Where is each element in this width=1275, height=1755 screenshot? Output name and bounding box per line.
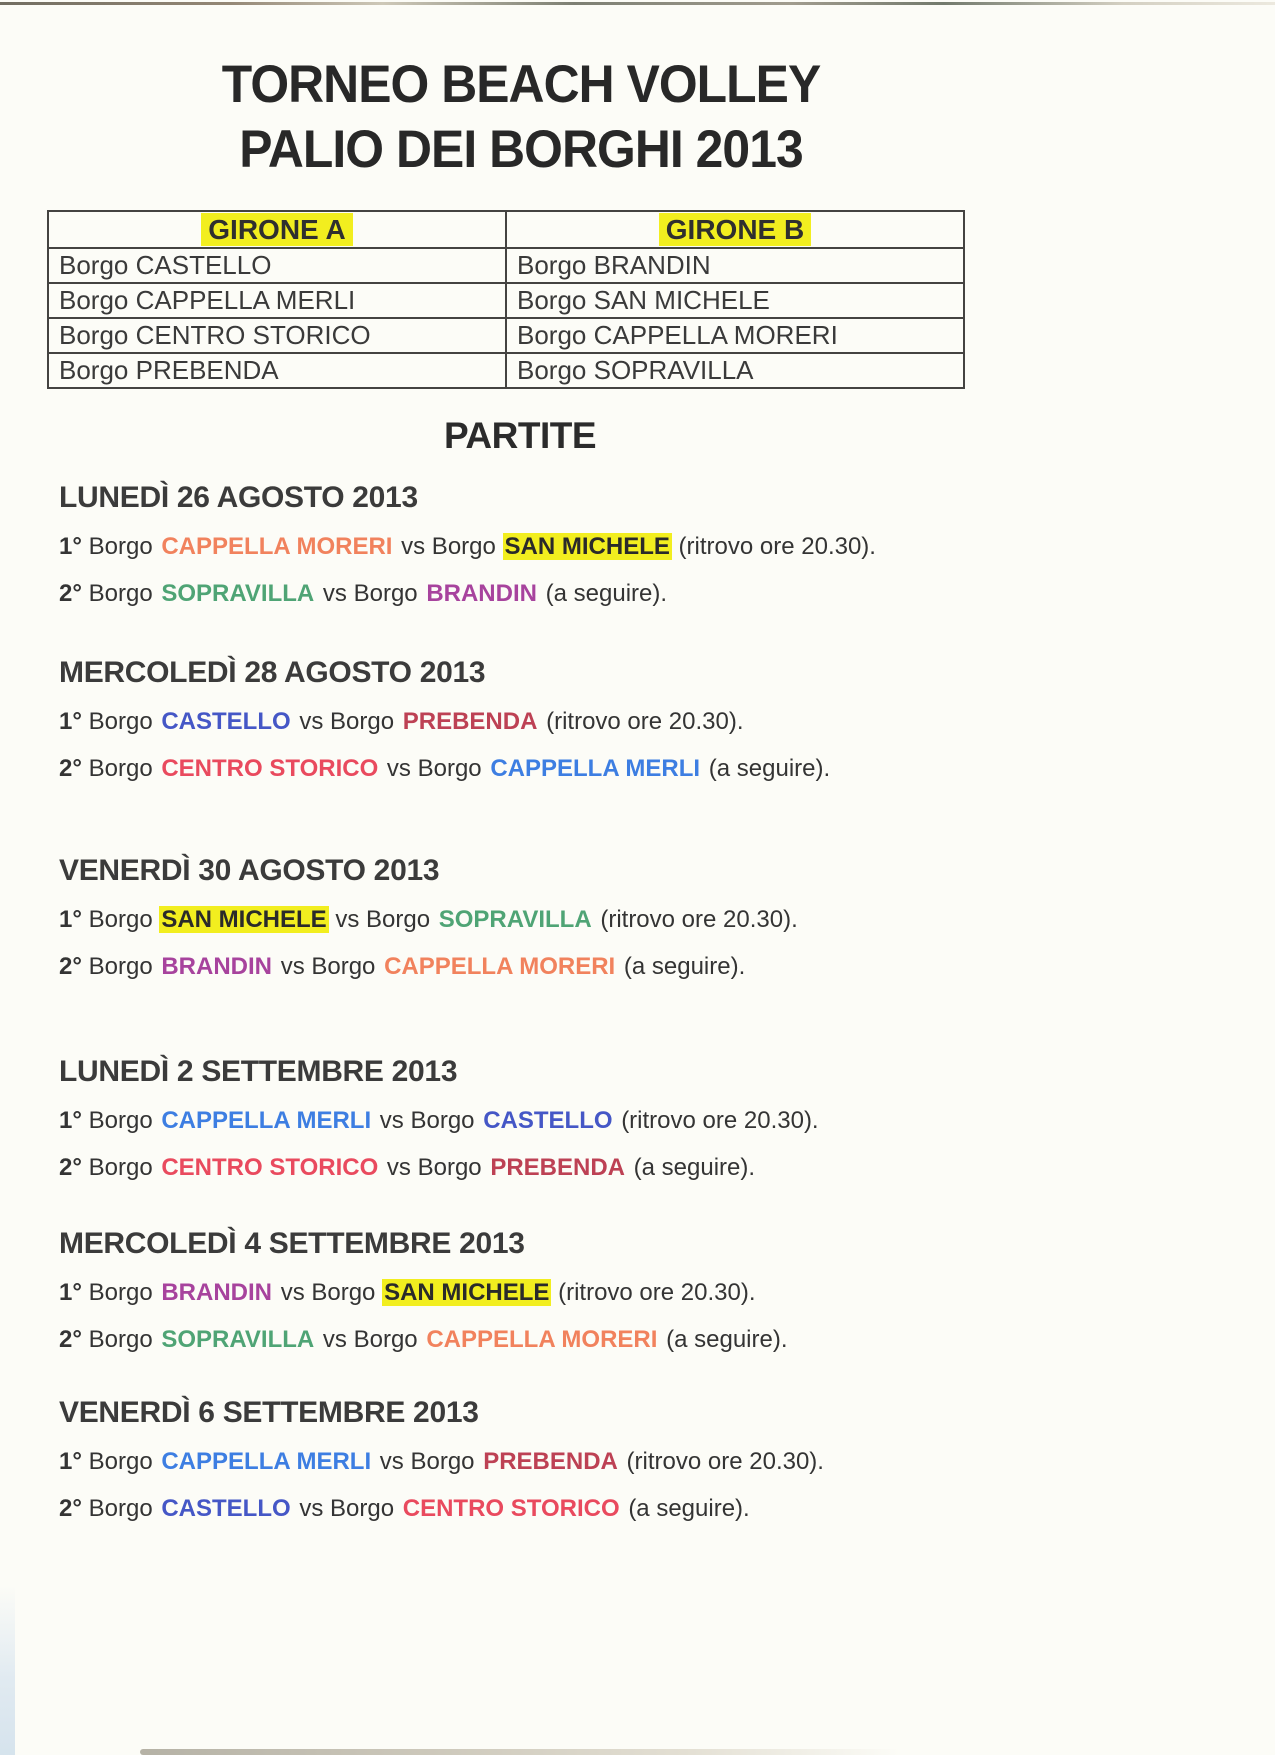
day-section-2 (59, 656, 965, 784)
borgo-prefix: Borgo (88, 953, 153, 980)
match-line (59, 905, 965, 935)
team-name-2: PREBENDA (402, 708, 538, 735)
team-cell: Borgo PREBENDA (48, 353, 506, 388)
team-cell: Borgo CAPPELLA MORERI (506, 318, 964, 353)
match-line (59, 1106, 965, 1136)
match-line (59, 707, 965, 737)
date-heading: LUNEDÌ 26 AGOSTO 2013 (59, 481, 418, 514)
team-cell: Borgo CENTRO STORICO (48, 318, 506, 353)
borgo-prefix: Borgo (88, 755, 153, 782)
borgo-prefix: Borgo (88, 1326, 153, 1353)
match-note: (a seguire). (708, 755, 831, 782)
match-note: (a seguire). (545, 580, 668, 607)
match-note: (a seguire). (623, 953, 746, 980)
page-content (47, 52, 965, 1524)
team-name-1: CENTRO STORICO (161, 1154, 379, 1181)
match-number: 2° (59, 755, 82, 782)
team-name-2: CAPPELLA MORERI (426, 1326, 658, 1353)
title-line-1: TORNEO BEACH VOLLEY (221, 55, 821, 114)
team-name-1: BRANDIN (161, 953, 273, 980)
team-name-1: CAPPELLA MORERI (161, 533, 393, 560)
match-line (59, 1494, 965, 1524)
borgo-prefix: Borgo (88, 580, 153, 607)
match-line (59, 532, 965, 562)
day-section-4 (59, 1055, 965, 1183)
match-note: (a seguire). (628, 1495, 750, 1522)
scan-artifact-left-edge (0, 1585, 15, 1755)
team-name-2: CAPPELLA MORERI (384, 953, 616, 980)
team-name-2: PREBENDA (483, 1448, 618, 1475)
girone-a-label: GIRONE A (201, 213, 352, 246)
borgo-prefix: Borgo (88, 708, 153, 735)
team-name-1: CAPPELLA MERLI (161, 1448, 372, 1475)
team-name-2: SAN MICHELE (384, 1279, 550, 1306)
team-cell: Borgo SAN MICHELE (506, 283, 964, 318)
vs-borgo-label: vs Borgo (386, 755, 482, 782)
vs-borgo-label: vs Borgo (299, 1495, 395, 1522)
date-heading: LUNEDÌ 2 SETTEMBRE 2013 (59, 1055, 458, 1088)
borgo-prefix: Borgo (88, 1495, 153, 1522)
day-section-3 (59, 854, 965, 982)
borgo-prefix: Borgo (88, 1448, 153, 1475)
scan-artifact-bottom-edge (140, 1749, 900, 1755)
date-heading: VENERDÌ 30 AGOSTO 2013 (59, 854, 440, 887)
girone-a-header-cell (48, 211, 506, 248)
match-line (59, 579, 965, 609)
page-title (104, 52, 939, 182)
match-note: (ritrovo ore 20.30). (626, 1448, 824, 1475)
day-section-6 (59, 1396, 965, 1524)
borgo-prefix: Borgo (88, 906, 153, 933)
match-line (59, 1153, 965, 1183)
table-row (48, 248, 964, 283)
date-heading: VENERDÌ 6 SETTEMBRE 2013 (59, 1396, 479, 1429)
match-number: 2° (59, 1495, 82, 1522)
match-line (59, 754, 965, 784)
team-name-1: SAN MICHELE (161, 906, 327, 933)
match-number: 2° (59, 580, 82, 607)
scan-artifact-top-edge (0, 2, 1275, 5)
match-line (59, 1447, 965, 1477)
vs-borgo-label: vs Borgo (322, 1326, 418, 1353)
date-heading: MERCOLEDÌ 28 AGOSTO 2013 (59, 656, 486, 689)
groups-table-header-row (48, 211, 964, 248)
vs-borgo-label: vs Borgo (379, 1448, 475, 1475)
match-note: (ritrovo ore 20.30). (621, 1107, 819, 1134)
team-name-2: SAN MICHELE (504, 533, 670, 560)
match-note: (a seguire). (666, 1326, 788, 1353)
match-number: 1° (59, 533, 82, 560)
girone-b-header-cell (506, 211, 964, 248)
match-line (59, 952, 965, 982)
team-name-1: CAPPELLA MERLI (161, 1107, 372, 1134)
vs-borgo-label: vs Borgo (335, 906, 431, 933)
table-row (48, 283, 964, 318)
team-cell: Borgo CAPPELLA MERLI (48, 283, 506, 318)
match-note: (a seguire). (633, 1154, 756, 1181)
team-name-2: CAPPELLA MERLI (490, 755, 701, 782)
team-name-2: BRANDIN (426, 580, 537, 607)
match-number: 2° (59, 1154, 82, 1181)
team-name-1: CASTELLO (161, 708, 291, 735)
match-number: 2° (59, 953, 82, 980)
borgo-prefix: Borgo (88, 533, 153, 560)
team-name-1: BRANDIN (161, 1279, 273, 1306)
match-number: 1° (59, 1107, 82, 1134)
match-number: 1° (59, 1448, 82, 1475)
match-note: (ritrovo ore 20.30). (558, 1279, 756, 1306)
date-heading: MERCOLEDÌ 4 SETTEMBRE 2013 (59, 1227, 525, 1260)
team-name-1: CASTELLO (161, 1495, 291, 1522)
team-name-2: CENTRO STORICO (402, 1495, 620, 1522)
title-line-2: PALIO DEI BORGHI 2013 (239, 120, 803, 179)
team-name-2: CASTELLO (483, 1107, 613, 1134)
match-note: (ritrovo ore 20.30). (546, 708, 744, 735)
borgo-prefix: Borgo (88, 1107, 153, 1134)
match-note: (ritrovo ore 20.30). (600, 906, 798, 933)
table-row (48, 353, 964, 388)
table-row (48, 318, 964, 353)
vs-borgo-label: vs Borgo (379, 1107, 475, 1134)
match-number: 1° (59, 708, 82, 735)
vs-borgo-label: vs Borgo (322, 580, 418, 607)
partite-heading: PARTITE (443, 415, 597, 456)
vs-borgo-label: vs Borgo (280, 1279, 376, 1306)
team-name-1: SOPRAVILLA (161, 1326, 315, 1353)
vs-borgo-label: vs Borgo (401, 533, 496, 560)
day-section-5 (59, 1227, 965, 1355)
girone-b-label: GIRONE B (659, 213, 811, 246)
match-number: 2° (59, 1326, 82, 1353)
match-line (59, 1278, 965, 1308)
match-number: 1° (59, 906, 82, 933)
team-cell: Borgo SOPRAVILLA (506, 353, 964, 388)
vs-borgo-label: vs Borgo (280, 953, 376, 980)
match-note: (ritrovo ore 20.30). (678, 533, 876, 560)
vs-borgo-label: vs Borgo (386, 1154, 482, 1181)
team-name-1: SOPRAVILLA (161, 580, 315, 607)
borgo-prefix: Borgo (88, 1154, 153, 1181)
day-section-1 (59, 481, 965, 609)
team-name-1: CENTRO STORICO (161, 755, 379, 782)
borgo-prefix: Borgo (88, 1279, 153, 1306)
match-line (59, 1325, 965, 1355)
groups-table (47, 210, 965, 389)
team-name-2: SOPRAVILLA (438, 906, 592, 933)
team-name-2: PREBENDA (490, 1154, 625, 1181)
match-number: 1° (59, 1279, 82, 1306)
team-cell: Borgo BRANDIN (506, 248, 964, 283)
vs-borgo-label: vs Borgo (299, 708, 395, 735)
team-cell: Borgo CASTELLO (48, 248, 506, 283)
